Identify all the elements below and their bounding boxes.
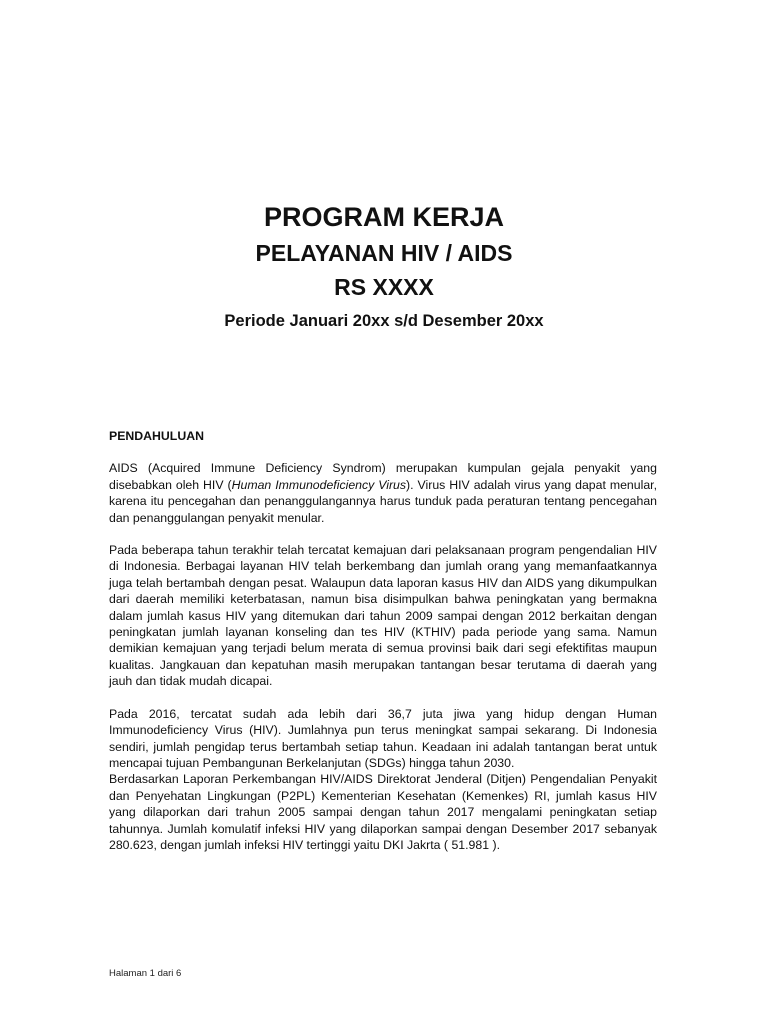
paragraph-1-text-b: ). Virus HIV adalah virus yang dapat menular, karena itu pencegahan dan penanggulangannya harus tunduk pada peraturan tentang pencegahan dan penanggulangan penyakit menular. xyxy=(109,477,657,525)
section-heading: PENDAHULUAN xyxy=(109,429,204,443)
paragraph-3: Pada 2016, tercatat sudah ada lebih dari 36,7 juta jiwa yang hidup dengan Human Immunodeficiency Virus (HIV). Jumlahnya pun terus meningkat sampai sekarang. Di Indonesia sendiri, jumlah pengidap terus bertambah setiap tahun. Keadaan ini adalah tantangan berat untuk mencapai tujuan Pembangunan Berkelanjutan (SDGs) hingga tahun 2030. xyxy=(109,706,657,770)
paragraph-1-text-a: AIDS (Acquired Immune Deficiency Syndrom) merupakan kumpulan gejala penyakit yang disebabkan oleh HIV ( xyxy=(109,461,657,492)
paragraph-4: Berdasarkan Laporan Perkembangan HIV/AIDS Direktorat Jenderal (Ditjen) Pengendalian Penyakit dan Penyehatan Lingkungan (P2PL) Kementerian Kesehatan (Kemenkes) RI, jumlah kasus HIV yang dilaporkan dari trahun 2005 sampai dengan tahun 2017 mengalami peningkatan setiap tahunnya. Jumlah komulatif infeksi HIV yang dilaporkan sampai dengan Desember 2017 sebanyak 280.623, dengan jumlah infeksi HIV tertinggi yaitu DKI Jakrta ( 51.981 ). xyxy=(109,772,657,852)
document-subtitle: PELAYANAN HIV / AIDS xyxy=(255,240,513,266)
paragraph-1 xyxy=(109,460,657,526)
paragraph-1-italic: Human Immunodeficiency Virus xyxy=(231,477,407,492)
hospital-name: RS XXXX xyxy=(334,274,434,300)
title-block xyxy=(0,198,768,334)
document-body xyxy=(109,428,657,853)
document-title: PROGRAM KERJA xyxy=(263,202,505,232)
paragraph-2: Pada beberapa tahun terakhir telah tercatat kemajuan dari pelaksanaan program pengendalian HIV di Indonesia. Berbagai layanan HIV telah berkembang dan jumlah orang yang memanfaatkannya juga telah bertambah dengan pesat. Walaupun data laporan kasus HIV dan AIDS yang dikumpulkan dari daerah memiliki keterbatasan, namun bisa disimpulkan bahwa peningkatan yang bermakna dalam jumlah kasus HIV yang ditemukan dari tahun 2009 sampai dengan 2012 berkaitan dengan peningkatan jumlah layanan konseling dan tes HIV (KTHIV) pada periode yang sama. Namun demikian kemajuan yang terjadi belum merata di semua provinsi baik dari segi efektifitas maupun kualitas. Jangkauan dan kepatuhan masih merupakan tantangan besar terutama di daerah yang jauh dan tidak mudah dicapai. xyxy=(109,543,657,689)
period-line: Periode Januari 20xx s/d Desember 20xx xyxy=(224,312,544,330)
page-footer: Halaman 1 dari 6 xyxy=(109,968,182,979)
